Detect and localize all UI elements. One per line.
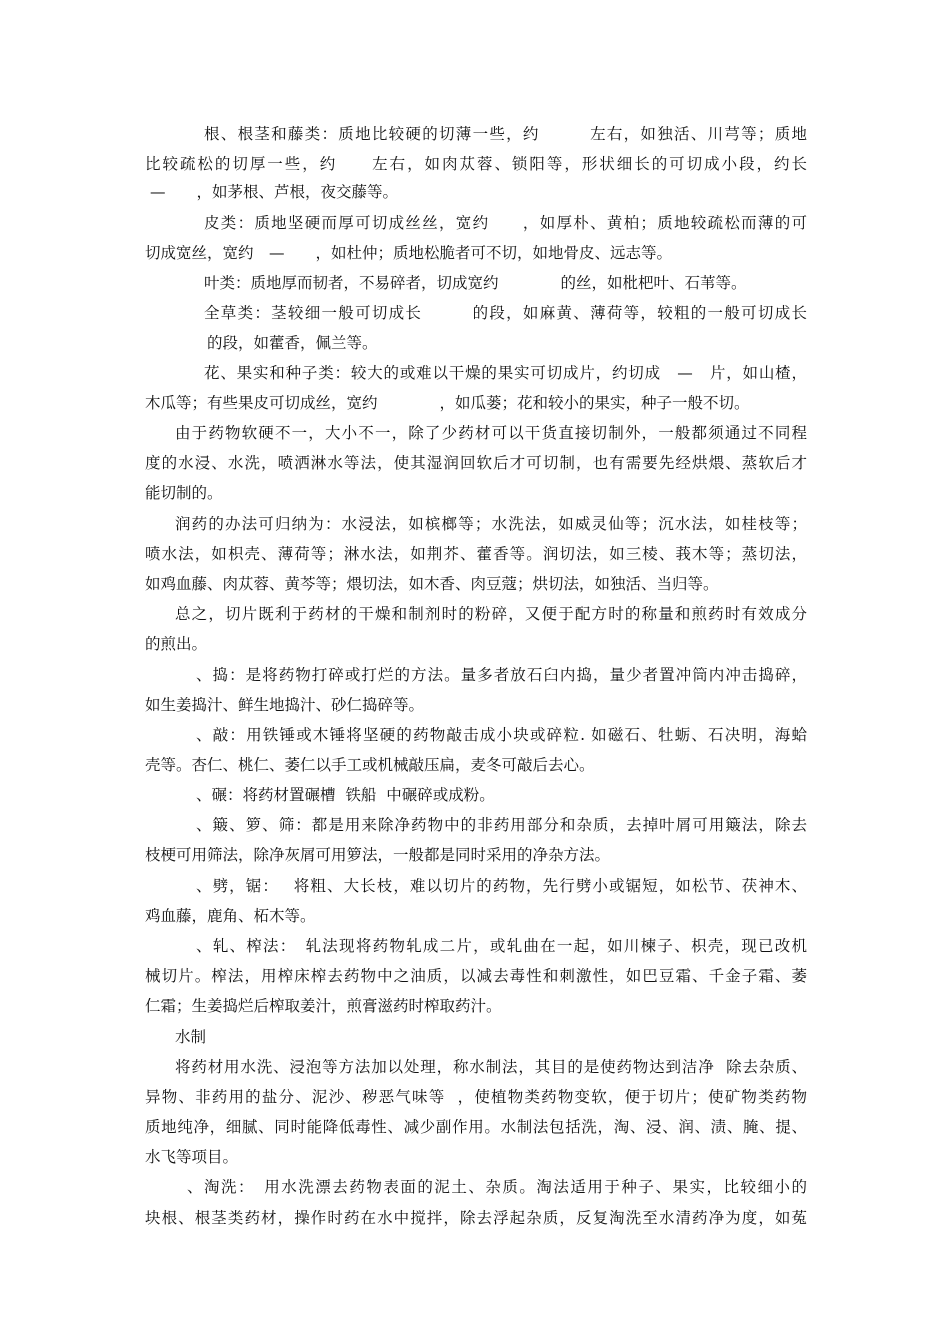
text-line: 将药材用水洗、浸泡等方法加以处理，称水制法，其目的是使药物达到洁净 除去杂质、: [175, 1058, 807, 1076]
text-line: 度的水浸、水洗，喷洒淋水等法，使其湿润回软后才可切制，也有需要先经烘煨、蒸软后才: [145, 454, 807, 472]
text-line: 能切制的。: [145, 484, 223, 502]
text-line: 比较疏松的切厚一些，约 左右，如肉苁蓉、锁阳等，形状细长的可切成小段，约长: [145, 155, 807, 173]
text-line: 根、根茎和藤类：质地比较硬的切薄一些，约 左右，如独活、川芎等；质地: [204, 125, 807, 143]
text-line: 鸡血藤，鹿角、柘木等。: [145, 907, 316, 925]
text-line: 总之，切片既利于药材的干燥和制剂时的粉碎，又便于配方时的称量和煎药时有效成分: [175, 605, 807, 623]
text-line: 、捣：是将药物打碎或打烂的方法。量多者放石臼内捣，量少者置冲筒内冲击捣碎，: [196, 666, 807, 684]
text-line: 切成宽丝，宽约 — ，如杜仲；质地松脆者可不切，如地骨皮、远志等。: [145, 244, 673, 262]
section-heading: 水制: [175, 1028, 207, 1046]
text-line: 枝梗可用筛法，除净灰屑可用箩法，一般都是同时采用的净杂方法。: [145, 846, 611, 864]
text-line: 质地纯净，细腻、同时能降低毒性、减少副作用。水制法包括洗，淘、浸、润、渍、腌、提、: [145, 1118, 807, 1136]
text-line: 水飞等项目。: [145, 1148, 239, 1166]
text-line: 壳等。杏仁、桃仁、萎仁以手工或机械敲压扁，麦冬可敲后去心。: [145, 756, 595, 774]
text-line: 花、果实和种子类：较大的或难以干燥的果实可切成片，约切成 — 片，如山楂，: [204, 364, 807, 382]
text-line: 如鸡血藤、肉苁蓉、黄芩等；煨切法，如木香、肉豆蔻；烘切法，如独活、当归等。: [145, 575, 719, 593]
text-line: 、轧、榨法： 轧法现将药物轧成二片，或轧曲在一起，如川楝子、枳壳，现已改机: [196, 937, 807, 955]
text-line: 全草类：茎较细一般可切成长 的段，如麻黄、薄荷等，较粗的一般可切成长: [204, 304, 807, 322]
text-line: 、簸、箩、筛：都是用来除净药物中的非药用部分和杂质，去掉叶屑可用簸法，除去: [196, 816, 807, 834]
text-line: 块根、根茎类药材，操作时药在水中搅拌，除去浮起杂质，反复淘洗至水清药净为度，如菟: [145, 1209, 807, 1227]
text-line: 皮类：质地坚硬而厚可切成丝丝，宽约 ，如厚朴、黄柏；质地较疏松而薄的可: [204, 214, 807, 232]
text-line: 由于药物软硬不一，大小不一，除了少药材可以干货直接切制外，一般都须通过不同程: [175, 424, 807, 442]
text-line: 如生姜捣汁、鲜生地捣汁、砂仁捣碎等。: [145, 696, 425, 714]
text-line: 喷水法，如枳壳、薄荷等；淋水法，如荆芥、藿香等。润切法，如三棱、莪木等；蒸切法，: [145, 545, 807, 563]
text-line: 、淘洗： 用水洗漂去药物表面的泥土、杂质。淘法适用于种子、果实，比较细小的: [187, 1178, 807, 1196]
text-line: 、敲：用铁锤或木锤将坚硬的药物敲击成小块或碎粒. 如磁石、牡蛎、石决明，海蛤: [196, 726, 807, 744]
text-line: 木瓜等；有些果皮可切成丝，宽约 ，如瓜蒌；花和较小的果实，种子一般不切。: [145, 394, 750, 412]
text-line: 异物、非药用的盐分、泥沙、秽恶气味等 ，使植物类药物变软，便于切片；使矿物类药物: [145, 1088, 807, 1106]
text-line: — ，如茅根、芦根，夜交藤等。: [150, 183, 399, 201]
text-line: 的煎出。: [145, 635, 208, 653]
text-line: 润药的办法可归纳为：水浸法，如槟榔等；水洗法，如威灵仙等；沉水法，如桂枝等；: [175, 515, 807, 533]
text-line: 仁霜；生姜捣烂后榨取姜汁，煎膏滋药时榨取药汁。: [145, 997, 502, 1015]
text-line: 、劈，锯： 将粗、大长枝，难以切片的药物，先行劈小或锯短，如松节、茯神木、: [196, 877, 807, 895]
text-line: 械切片。榨法，用榨床榨去药物中之油质，以减去毒性和刺激性，如巴豆霜、千金子霜、萎: [145, 967, 807, 985]
text-line: 叶类：质地厚而韧者，不易碎者，切成宽约 的丝，如枇杷叶、石苇等。: [204, 274, 747, 292]
text-line: 、碾：将药材置碾槽 铁船 中碾碎或成粉。: [196, 786, 495, 804]
text-line: 的段，如藿香，佩兰等。: [207, 334, 378, 352]
